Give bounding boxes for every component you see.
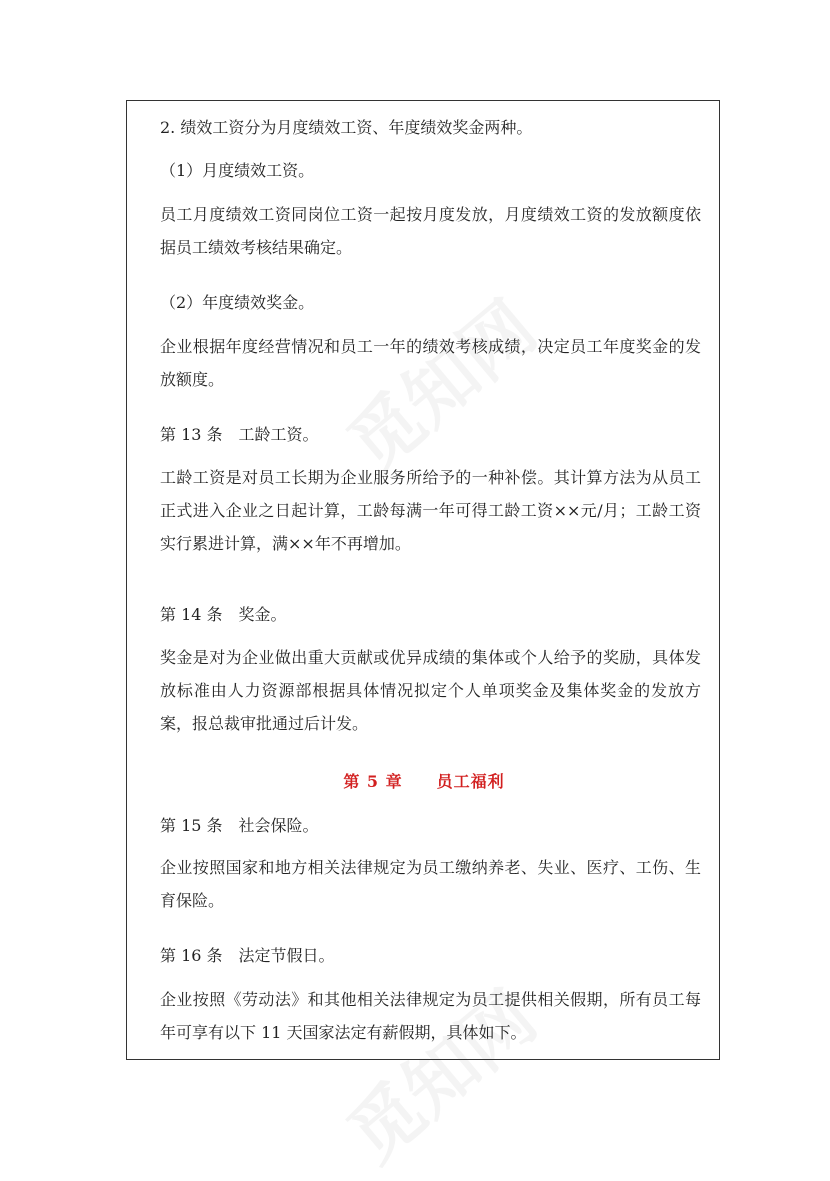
paragraph: 奖金是对为企业做出重大贡献或优异成绩的集体或个人给予的奖励，具体发放标准由人力资源部根据具体情况拟定个人单项奖金及集体奖金的发放方案，报总裁审批通过后计发。 (160, 648, 701, 733)
paragraph: （1）月度绩效工资。 (160, 161, 315, 180)
article-heading: 第 14 条 奖金。 (160, 605, 287, 624)
paragraph: 工龄工资是对员工长期为企业服务所给予的一种补偿。其计算方法为从员工正式进入企业之日起计算，工龄每满一年可得工龄工资××元/月；工龄工资实行累进计算，满××年不再增加。 (160, 468, 701, 553)
paragraph: 员工月度绩效工资同岗位工资一起按月度发放，月度绩效工资的发放额度依据员工绩效考核结果确定。 (160, 205, 701, 257)
chapter-heading: 第 5 章 员工福利 (343, 772, 505, 791)
article-heading: 第 15 条 社会保险。 (160, 816, 319, 835)
document-frame (126, 100, 720, 1060)
article-heading: 第 16 条 法定节假日。 (160, 946, 335, 965)
paragraph: 企业按照《劳动法》和其他相关法律规定为员工提供相关假期，所有员工每年可享有以下 11 天国家法定有薪假期，具体如下。 (160, 990, 701, 1042)
paragraph: 企业按照国家和地方相关法律规定为员工缴纳养老、失业、医疗、工伤、生育保险。 (160, 858, 701, 910)
article-heading: 第 13 条 工龄工资。 (160, 425, 319, 444)
paragraph: （2）年度绩效奖金。 (160, 293, 315, 312)
paragraph: 2. 绩效工资分为月度绩效工资、年度绩效奖金两种。 (160, 118, 533, 137)
paragraph: 企业根据年度经营情况和员工一年的绩效考核成绩，决定员工年度奖金的发放额度。 (160, 337, 701, 389)
